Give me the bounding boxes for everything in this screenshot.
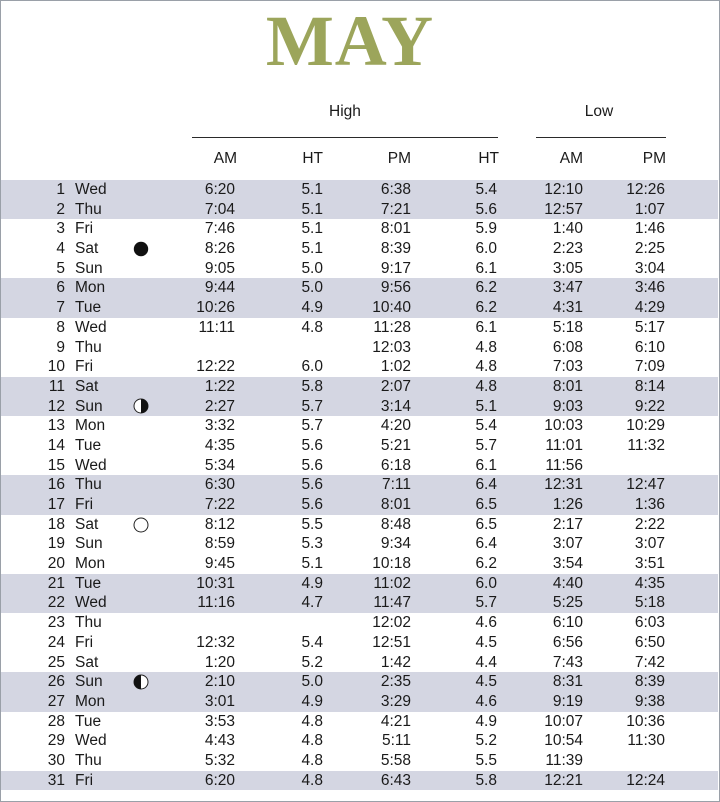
high-am-cell: 7:46 bbox=[204, 220, 235, 238]
high-pm-cell: 8:01 bbox=[380, 496, 411, 513]
low-am-cell: 4:31 bbox=[552, 299, 583, 317]
low-am-cell: 9:03 bbox=[552, 397, 583, 415]
low-pm-cell: 1:07 bbox=[634, 200, 665, 218]
table-row bbox=[1, 515, 718, 535]
table-row bbox=[1, 456, 718, 476]
weekday-cell: Wed bbox=[75, 181, 107, 198]
low-pm-cell: 7:42 bbox=[634, 653, 665, 671]
low-am-cell: 3:54 bbox=[552, 555, 583, 573]
high-am-height-cell: 4.8 bbox=[301, 751, 323, 769]
high-pm-height-cell: 6.2 bbox=[475, 555, 497, 573]
high-pm-cell: 3:29 bbox=[380, 692, 411, 710]
table-row bbox=[1, 180, 718, 200]
low-am-cell: 6:10 bbox=[552, 614, 583, 632]
high-pm-height-cell: 4.6 bbox=[475, 692, 497, 710]
high-pm-height-cell: 4.5 bbox=[475, 673, 497, 691]
high-pm-height-cell: 5.8 bbox=[475, 771, 497, 789]
high-am-cell: 9:05 bbox=[204, 259, 235, 277]
low-am-cell: 6:08 bbox=[552, 338, 583, 356]
low-pm-cell: 3:51 bbox=[634, 555, 665, 573]
high-am-cell: 10:31 bbox=[196, 574, 235, 592]
high-am-height-cell: 5.7 bbox=[301, 397, 323, 415]
high-am-cell: 3:32 bbox=[204, 417, 235, 435]
high-pm-cell: 5:11 bbox=[381, 732, 411, 750]
high-pm-cell: 9:34 bbox=[380, 535, 411, 553]
low-group-rule bbox=[536, 137, 666, 138]
low-am-cell: 3:07 bbox=[552, 535, 583, 553]
day-cell: 26 bbox=[47, 673, 65, 691]
day-cell: 15 bbox=[47, 456, 65, 474]
day-cell: 27 bbox=[47, 692, 65, 710]
high-pm-height-cell: 5.4 bbox=[475, 181, 497, 198]
weekday-cell: Mon bbox=[75, 555, 106, 573]
high-am-height-cell: 4.9 bbox=[301, 574, 323, 592]
weekday-cell: Fri bbox=[75, 771, 94, 789]
high-am-cell: 1:22 bbox=[204, 377, 235, 395]
day-cell: 7 bbox=[56, 299, 65, 317]
table-row bbox=[1, 259, 718, 279]
high-pm-height-cell: 6.4 bbox=[475, 476, 497, 494]
high-am-cell: 2:27 bbox=[204, 397, 235, 415]
high-am-cell: 6:20 bbox=[204, 181, 235, 198]
high-pm-cell: 7:21 bbox=[380, 200, 411, 218]
high-pm-cell: 8:01 bbox=[380, 220, 411, 238]
table-row bbox=[1, 377, 718, 397]
high-pm-cell: 12:51 bbox=[372, 633, 411, 651]
col-head-low-pm: PM bbox=[642, 150, 666, 167]
day-cell: 30 bbox=[47, 751, 65, 769]
low-pm-cell: 9:22 bbox=[634, 397, 665, 415]
high-am-height-cell: 4.8 bbox=[301, 712, 323, 730]
high-pm-height-cell: 4.4 bbox=[475, 653, 497, 671]
high-pm-cell: 5:21 bbox=[380, 436, 411, 454]
low-am-cell: 12:31 bbox=[544, 476, 583, 494]
weekday-cell: Wed bbox=[75, 318, 107, 336]
month-title: MAY bbox=[265, 1, 435, 81]
high-am-cell: 9:44 bbox=[204, 279, 235, 297]
weekday-cell: Mon bbox=[75, 279, 106, 297]
day-cell: 28 bbox=[47, 712, 65, 730]
high-am-cell: 5:34 bbox=[204, 456, 235, 474]
low-pm-cell: 3:46 bbox=[634, 279, 665, 297]
low-pm-cell: 10:29 bbox=[626, 417, 665, 435]
table-row bbox=[1, 534, 718, 554]
low-am-cell: 3:47 bbox=[552, 279, 583, 297]
low-am-cell: 6:56 bbox=[552, 633, 583, 651]
low-pm-cell: 9:38 bbox=[634, 692, 665, 710]
high-pm-cell: 2:35 bbox=[380, 673, 411, 691]
low-group-label: Low bbox=[584, 103, 614, 120]
high-pm-cell: 12:03 bbox=[372, 338, 411, 356]
day-cell: 22 bbox=[47, 594, 65, 612]
low-pm-cell: 6:10 bbox=[634, 338, 665, 356]
low-am-cell: 10:03 bbox=[544, 417, 583, 435]
low-pm-cell: 2:22 bbox=[634, 515, 665, 533]
high-pm-height-cell: 6.0 bbox=[475, 240, 497, 258]
low-am-cell: 2:23 bbox=[552, 240, 583, 258]
low-am-cell: 11:56 bbox=[545, 456, 583, 474]
low-am-cell: 1:40 bbox=[552, 220, 583, 238]
high-am-cell: 12:22 bbox=[196, 358, 235, 376]
day-cell: 20 bbox=[47, 555, 65, 573]
weekday-cell: Sun bbox=[75, 673, 103, 691]
high-pm-cell: 10:40 bbox=[372, 299, 411, 317]
low-am-cell: 11:01 bbox=[545, 436, 583, 454]
low-am-cell: 12:57 bbox=[544, 200, 583, 218]
high-am-height-cell: 5.5 bbox=[301, 515, 323, 533]
table-row bbox=[1, 574, 718, 594]
high-pm-height-cell: 4.8 bbox=[475, 338, 497, 356]
high-group-label: High bbox=[329, 103, 361, 120]
table-row bbox=[1, 731, 718, 751]
low-pm-cell: 3:07 bbox=[634, 535, 665, 553]
high-am-cell: 12:32 bbox=[196, 633, 235, 651]
high-pm-height-cell: 5.1 bbox=[475, 397, 497, 415]
high-am-cell: 5:32 bbox=[204, 751, 235, 769]
high-am-height-cell: 5.6 bbox=[301, 476, 323, 494]
col-head-high-ht2: HT bbox=[478, 150, 499, 167]
high-pm-height-cell: 6.1 bbox=[475, 259, 497, 277]
high-am-height-cell: 5.6 bbox=[301, 436, 323, 454]
weekday-cell: Mon bbox=[75, 692, 106, 710]
high-pm-height-cell: 4.6 bbox=[475, 614, 497, 632]
high-pm-cell: 1:42 bbox=[380, 653, 411, 671]
col-head-high-pm: PM bbox=[387, 150, 411, 167]
high-pm-cell: 11:47 bbox=[373, 594, 411, 612]
weekday-cell: Wed bbox=[75, 594, 107, 612]
weekday-cell: Mon bbox=[75, 417, 106, 435]
high-am-height-cell: 4.9 bbox=[301, 299, 323, 317]
low-pm-cell: 11:32 bbox=[627, 436, 665, 454]
table-row bbox=[1, 554, 718, 574]
high-pm-cell: 11:28 bbox=[373, 318, 411, 336]
high-am-cell: 11:16 bbox=[197, 594, 235, 612]
low-pm-cell: 12:24 bbox=[626, 771, 665, 789]
high-pm-height-cell: 5.7 bbox=[475, 594, 497, 612]
table-row bbox=[1, 436, 718, 456]
high-pm-cell: 8:39 bbox=[380, 240, 411, 258]
low-pm-cell: 1:46 bbox=[634, 220, 665, 238]
high-pm-cell: 2:07 bbox=[380, 377, 411, 395]
low-am-cell: 12:10 bbox=[544, 181, 583, 198]
high-pm-cell: 8:48 bbox=[380, 515, 411, 533]
day-cell: 29 bbox=[47, 732, 65, 750]
high-am-height-cell: 4.8 bbox=[301, 732, 323, 750]
day-cell: 8 bbox=[56, 318, 65, 336]
high-am-cell: 11:11 bbox=[198, 318, 235, 336]
high-pm-height-cell: 6.2 bbox=[475, 299, 497, 317]
low-pm-cell: 12:26 bbox=[626, 181, 665, 198]
high-am-height-cell: 5.3 bbox=[301, 535, 323, 553]
high-am-cell: 4:43 bbox=[204, 732, 235, 750]
high-am-height-cell: 4.8 bbox=[301, 318, 323, 336]
table-row bbox=[1, 397, 718, 417]
high-pm-height-cell: 4.8 bbox=[475, 358, 497, 376]
weekday-cell: Sat bbox=[75, 377, 99, 395]
low-am-cell: 5:25 bbox=[552, 594, 583, 612]
high-am-height-cell: 5.1 bbox=[301, 555, 323, 573]
high-am-cell: 10:26 bbox=[196, 299, 235, 317]
high-am-height-cell: 5.1 bbox=[301, 200, 323, 218]
high-pm-cell: 1:02 bbox=[380, 358, 411, 376]
table-row bbox=[1, 613, 718, 633]
high-am-cell: 4:35 bbox=[204, 436, 235, 454]
low-am-cell: 5:18 bbox=[552, 318, 583, 336]
low-am-cell: 10:54 bbox=[544, 732, 583, 750]
low-am-cell: 2:17 bbox=[552, 515, 583, 533]
col-head-low-am: AM bbox=[559, 150, 583, 167]
high-pm-cell: 4:21 bbox=[380, 712, 411, 730]
day-cell: 16 bbox=[47, 476, 65, 494]
high-pm-height-cell: 4.8 bbox=[475, 377, 497, 395]
table-row bbox=[1, 357, 718, 377]
high-am-height-cell: 6.0 bbox=[301, 358, 323, 376]
table-row bbox=[1, 593, 718, 613]
day-cell: 23 bbox=[47, 614, 65, 632]
table-row bbox=[1, 298, 718, 318]
weekday-cell: Tue bbox=[75, 712, 102, 730]
new-moon-icon bbox=[131, 239, 151, 259]
high-am-cell: 8:12 bbox=[204, 515, 235, 533]
high-am-height-cell: 5.2 bbox=[301, 653, 323, 671]
weekday-cell: Sat bbox=[75, 240, 99, 258]
high-pm-cell: 9:17 bbox=[380, 259, 411, 277]
day-cell: 12 bbox=[47, 397, 65, 415]
weekday-cell: Thu bbox=[75, 751, 102, 769]
day-cell: 10 bbox=[47, 358, 65, 376]
day-cell: 14 bbox=[47, 436, 65, 454]
high-am-height-cell: 5.6 bbox=[301, 456, 323, 474]
low-am-cell: 1:26 bbox=[552, 496, 583, 513]
low-pm-cell: 8:39 bbox=[634, 673, 665, 691]
day-cell: 4 bbox=[56, 240, 65, 258]
weekday-cell: Tue bbox=[75, 299, 102, 317]
high-am-height-cell: 4.7 bbox=[301, 594, 323, 612]
low-am-cell: 9:19 bbox=[552, 692, 583, 710]
day-cell: 13 bbox=[47, 417, 65, 435]
low-pm-cell: 2:25 bbox=[634, 240, 665, 258]
high-pm-cell: 3:14 bbox=[380, 397, 411, 415]
high-am-height-cell: 5.1 bbox=[301, 220, 323, 238]
high-am-height-cell: 5.7 bbox=[301, 417, 323, 435]
low-pm-cell: 3:04 bbox=[634, 259, 665, 277]
high-pm-cell: 6:18 bbox=[380, 456, 411, 474]
low-am-cell: 3:05 bbox=[552, 259, 583, 277]
high-pm-height-cell: 6.5 bbox=[475, 496, 497, 513]
high-pm-cell: 6:43 bbox=[380, 771, 411, 789]
last-quarter-moon-icon bbox=[131, 672, 151, 692]
high-pm-height-cell: 5.7 bbox=[475, 436, 497, 454]
high-pm-height-cell: 4.5 bbox=[475, 633, 497, 651]
low-am-cell: 4:40 bbox=[552, 574, 583, 592]
table-row bbox=[1, 200, 718, 220]
weekday-cell: Thu bbox=[75, 338, 102, 356]
day-cell: 31 bbox=[47, 771, 65, 789]
table-row bbox=[1, 318, 718, 338]
day-cell: 24 bbox=[47, 633, 65, 651]
low-pm-cell: 4:35 bbox=[634, 574, 665, 592]
low-pm-cell: 5:17 bbox=[634, 318, 665, 336]
high-am-cell: 2:10 bbox=[204, 673, 235, 691]
day-cell: 1 bbox=[56, 181, 65, 198]
weekday-cell: Thu bbox=[75, 476, 102, 494]
tide-table-body bbox=[1, 180, 718, 790]
low-am-cell: 7:43 bbox=[552, 653, 583, 671]
low-pm-cell: 10:36 bbox=[626, 712, 665, 730]
high-am-height-cell: 5.1 bbox=[301, 181, 323, 198]
high-am-height-cell: 5.8 bbox=[301, 377, 323, 395]
high-pm-height-cell: 6.1 bbox=[475, 456, 497, 474]
high-pm-cell: 9:56 bbox=[380, 279, 411, 297]
high-am-height-cell: 4.9 bbox=[301, 692, 323, 710]
day-cell: 9 bbox=[56, 338, 65, 356]
high-group-rule bbox=[192, 137, 498, 138]
table-row bbox=[1, 239, 718, 259]
day-cell: 5 bbox=[56, 259, 65, 277]
high-pm-cell: 11:02 bbox=[373, 574, 411, 592]
low-am-cell: 10:07 bbox=[544, 712, 583, 730]
weekday-cell: Sat bbox=[75, 515, 99, 533]
high-pm-height-cell: 5.6 bbox=[475, 200, 497, 218]
high-am-cell: 8:59 bbox=[204, 535, 235, 553]
table-row bbox=[1, 672, 718, 692]
weekday-cell: Wed bbox=[75, 732, 107, 750]
high-pm-height-cell: 6.0 bbox=[475, 574, 497, 592]
table-row bbox=[1, 495, 718, 515]
low-am-cell: 12:21 bbox=[544, 771, 583, 789]
day-cell: 11 bbox=[48, 377, 65, 395]
high-pm-height-cell: 4.9 bbox=[475, 712, 497, 730]
low-am-cell: 7:03 bbox=[552, 358, 583, 376]
table-row bbox=[1, 219, 718, 239]
weekday-cell: Sun bbox=[75, 535, 103, 553]
high-pm-cell: 5:58 bbox=[380, 751, 411, 769]
low-pm-cell: 8:14 bbox=[634, 377, 665, 395]
weekday-cell: Fri bbox=[75, 496, 94, 513]
high-pm-height-cell: 5.5 bbox=[475, 751, 497, 769]
day-cell: 17 bbox=[47, 496, 65, 513]
full-moon-icon bbox=[131, 515, 151, 535]
weekday-cell: Tue bbox=[75, 574, 102, 592]
low-pm-cell: 6:03 bbox=[634, 614, 665, 632]
low-am-cell: 8:31 bbox=[552, 673, 583, 691]
low-pm-cell: 6:50 bbox=[634, 633, 665, 651]
high-am-height-cell: 4.8 bbox=[301, 771, 323, 789]
table-row bbox=[1, 653, 718, 673]
day-cell: 2 bbox=[56, 200, 65, 218]
high-pm-height-cell: 6.2 bbox=[475, 279, 497, 297]
high-am-cell: 3:53 bbox=[204, 712, 235, 730]
weekday-cell: Fri bbox=[75, 633, 94, 651]
weekday-cell: Fri bbox=[75, 358, 94, 376]
day-cell: 19 bbox=[47, 535, 65, 553]
first-quarter-moon-icon bbox=[131, 397, 151, 417]
high-am-cell: 8:26 bbox=[204, 240, 235, 258]
high-am-cell: 1:20 bbox=[204, 653, 235, 671]
low-pm-cell: 11:30 bbox=[627, 732, 665, 750]
high-am-height-cell: 5.0 bbox=[301, 673, 323, 691]
low-pm-cell: 1:36 bbox=[634, 496, 665, 513]
day-cell: 6 bbox=[56, 279, 65, 297]
high-am-cell: 3:01 bbox=[204, 692, 235, 710]
weekday-cell: Wed bbox=[75, 456, 107, 474]
day-cell: 25 bbox=[47, 653, 65, 671]
day-cell: 18 bbox=[47, 515, 65, 533]
table-row bbox=[1, 771, 718, 791]
weekday-cell: Thu bbox=[75, 200, 102, 218]
low-am-cell: 8:01 bbox=[552, 377, 583, 395]
high-pm-height-cell: 5.9 bbox=[475, 220, 497, 238]
high-pm-cell: 7:11 bbox=[381, 476, 411, 494]
high-am-cell: 7:04 bbox=[204, 200, 235, 218]
table-row bbox=[1, 475, 718, 495]
low-pm-cell: 12:47 bbox=[626, 476, 665, 494]
weekday-cell: Thu bbox=[75, 614, 102, 632]
high-am-height-cell: 5.4 bbox=[301, 633, 323, 651]
table-row bbox=[1, 751, 718, 771]
high-am-height-cell: 5.6 bbox=[301, 496, 323, 513]
table-row bbox=[1, 338, 718, 358]
table-row bbox=[1, 416, 718, 436]
high-am-cell: 9:45 bbox=[204, 555, 235, 573]
col-head-high-am: AM bbox=[213, 150, 237, 167]
weekday-cell: Sun bbox=[75, 259, 103, 277]
col-head-high-ht: HT bbox=[302, 150, 323, 167]
day-cell: 21 bbox=[47, 574, 65, 592]
high-am-height-cell: 5.0 bbox=[301, 279, 323, 297]
high-pm-cell: 10:18 bbox=[372, 555, 411, 573]
day-cell: 3 bbox=[56, 220, 65, 238]
low-pm-cell: 5:18 bbox=[634, 594, 665, 612]
high-pm-height-cell: 5.2 bbox=[475, 732, 497, 750]
table-row bbox=[1, 633, 718, 653]
low-pm-cell: 7:09 bbox=[634, 358, 665, 376]
high-am-cell: 6:30 bbox=[204, 476, 235, 494]
low-am-cell: 11:39 bbox=[545, 751, 583, 769]
low-pm-cell: 4:29 bbox=[634, 299, 665, 317]
high-pm-height-cell: 6.4 bbox=[475, 535, 497, 553]
weekday-cell: Fri bbox=[75, 220, 94, 238]
high-pm-cell: 12:02 bbox=[372, 614, 411, 632]
table-row bbox=[1, 712, 718, 732]
high-pm-height-cell: 6.1 bbox=[475, 318, 497, 336]
table-row bbox=[1, 278, 718, 298]
high-am-cell: 6:20 bbox=[204, 771, 235, 789]
high-pm-cell: 4:20 bbox=[380, 417, 411, 435]
high-am-cell: 7:22 bbox=[204, 496, 235, 513]
high-pm-height-cell: 5.4 bbox=[475, 417, 497, 435]
high-pm-cell: 6:38 bbox=[380, 181, 411, 198]
table-row bbox=[1, 692, 718, 712]
weekday-cell: Sat bbox=[75, 653, 99, 671]
high-pm-height-cell: 6.5 bbox=[475, 515, 497, 533]
high-am-height-cell: 5.0 bbox=[301, 259, 323, 277]
weekday-cell: Sun bbox=[75, 397, 103, 415]
high-am-height-cell: 5.1 bbox=[301, 240, 323, 258]
weekday-cell: Tue bbox=[75, 436, 102, 454]
